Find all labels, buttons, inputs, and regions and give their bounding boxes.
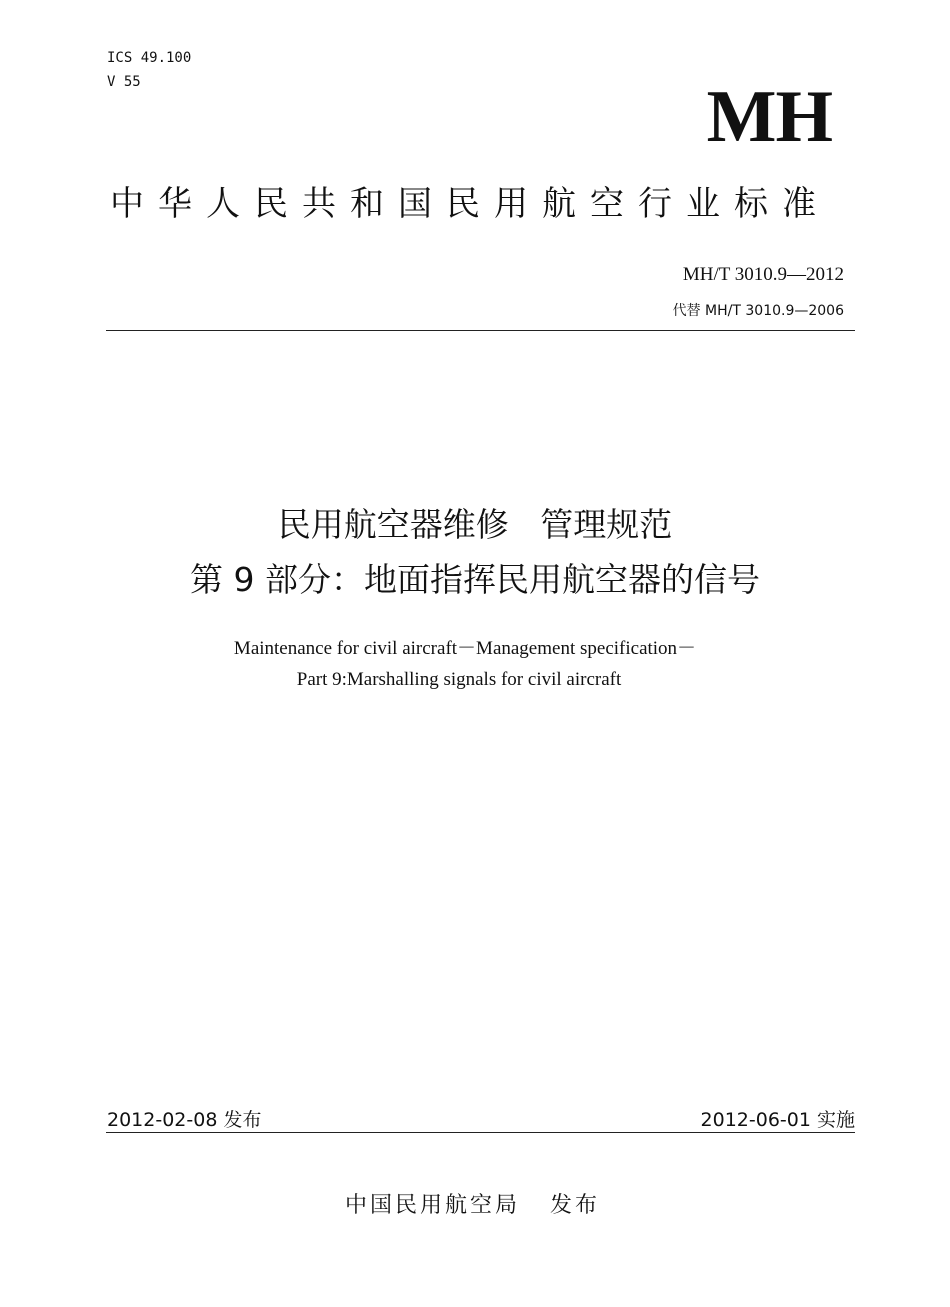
ccs-code: V 55 — [107, 74, 141, 90]
publisher: 中国民用航空局 发布 — [345, 1193, 600, 1218]
implementation-date: 2012-06-01 实施 — [700, 1109, 855, 1131]
title-chinese-line-1: 民用航空器维修 管理规范 — [277, 505, 673, 544]
ics-code: ICS 49.100 — [107, 50, 192, 66]
title-english-line-1: Maintenance for civil aircraft－Management specification－ — [233, 638, 697, 659]
top-divider — [106, 330, 855, 331]
mh-logo: MH — [706, 76, 832, 158]
standard-number: MH/T 3010.9—2012 — [682, 264, 844, 285]
title-english-line-2: Part 9:Marshalling signals for civil aircraft — [296, 669, 622, 690]
issue-date: 2012-02-08 发布 — [107, 1109, 262, 1131]
bottom-divider — [106, 1132, 855, 1133]
title-chinese-line-2: 第 9 部分：地面指挥民用航空器的信号 — [190, 560, 760, 599]
standard-category-title: 中华人民共和国民用航空行业标准 — [110, 184, 830, 224]
replaces-standard: 代替 MH/T 3010.9—2006 — [672, 303, 844, 319]
